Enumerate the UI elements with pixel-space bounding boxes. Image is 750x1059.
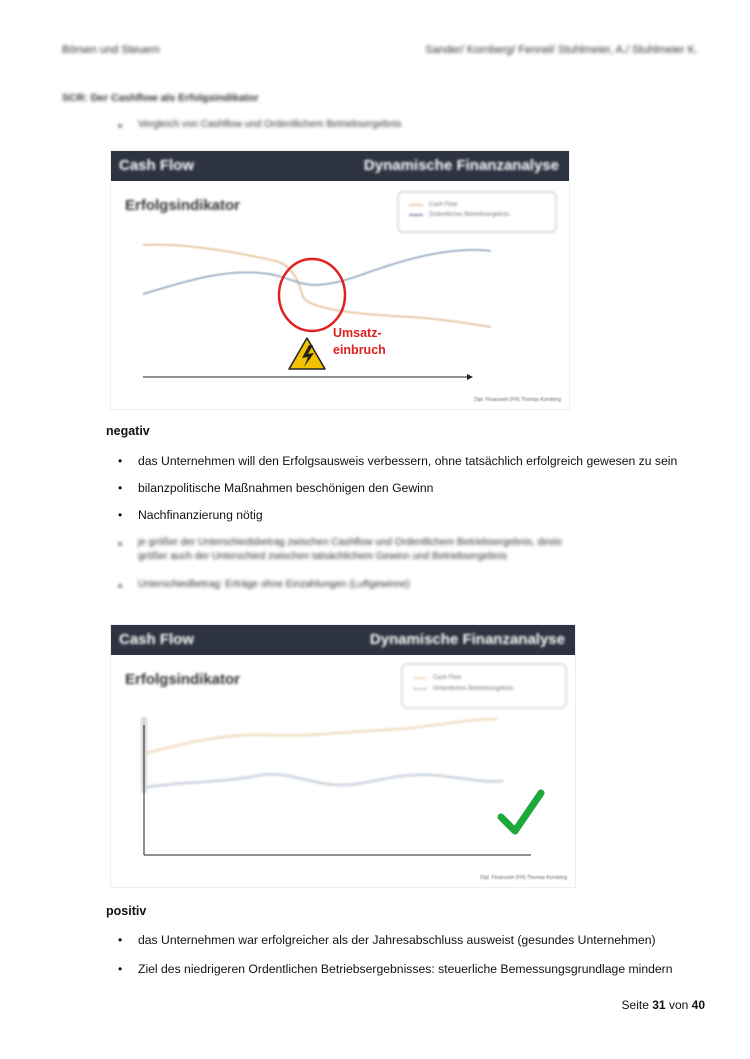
negativ-bullet-blurred-text: je größer der Unterschiedsbetrag zwischen Cashflow und Ordentlichem Betriebsergebnis, desto größer auch der Unterschied zwischen tatsächlichem Gewinn und Betriebsergebnis xyxy=(138,537,563,562)
slide-negative xyxy=(110,150,570,410)
slide-subtitle: Erfolgsindikator xyxy=(125,671,241,688)
warning-icon xyxy=(289,338,325,369)
slide-title-right: Dynamische Finanzanalyse xyxy=(369,631,565,648)
negativ-bullet-blurred-text: Unterschiedbetrag: Erträge ohne Einzahlungen (Luftgewinne) xyxy=(138,579,410,590)
negativ-bullet-text: das Unternehmen will den Erfolgsausweis verbessern, ohne tatsächlich erfolgreich gewesen zu sein xyxy=(138,454,678,468)
legend-item-cash-flow: Cash Flow xyxy=(409,202,457,208)
highlight-circle xyxy=(279,259,345,331)
bullet-dot: • xyxy=(118,119,123,133)
header-left: Börsen und Steuern xyxy=(62,44,160,56)
section-title: SCR: Der Cashflow als Erfolgsindikator xyxy=(62,92,259,104)
positiv-bullet xyxy=(118,961,673,977)
annotation-line2: einbruch xyxy=(333,343,386,357)
positiv-label: positiv xyxy=(106,904,147,918)
slide-credit: Dipl. Finanzwirt (FH) Thomas Kornberg xyxy=(474,397,561,403)
x-axis-arrow xyxy=(467,374,473,380)
legend-item-cash-flow: Cash Flow xyxy=(413,675,461,681)
positiv-bullet-text: das Unternehmen war erfolgreicher als der Jahresabschluss ausweist (gesundes Unternehmen) xyxy=(138,933,656,947)
bullet-dot: • xyxy=(118,508,123,522)
negativ-bullet-blurred xyxy=(118,536,698,564)
annotation-line1: Umsatz- xyxy=(333,326,382,340)
bullet-dot: • xyxy=(118,537,123,551)
slide-credit: Dipl. Finanzwirt (FH) Thomas Kornberg xyxy=(480,875,567,881)
cash-flow-line xyxy=(143,245,491,327)
bullet-dot: • xyxy=(118,454,123,468)
legend-item-betriebsergebnis: Ordentliches Betriebsergebnis xyxy=(409,212,509,218)
slide-title-right: Dynamische Finanzanalyse xyxy=(363,157,559,174)
negativ-label: negativ xyxy=(106,424,150,438)
bullet-dot: • xyxy=(118,481,123,495)
slide-chart xyxy=(111,625,575,887)
bullet-dot: • xyxy=(118,933,123,947)
negativ-bullet xyxy=(118,507,263,523)
slide-subtitle: Erfolgsindikator xyxy=(125,197,241,214)
negativ-bullet-blurred xyxy=(118,578,410,594)
bullet-dot: • xyxy=(118,962,123,976)
betriebsergebnis-line xyxy=(143,250,491,294)
negativ-bullet-text: bilanzpolitische Maßnahmen beschönigen den Gewinn xyxy=(138,481,434,495)
positiv-bullet xyxy=(118,932,656,948)
negativ-bullet xyxy=(118,480,433,496)
page-number: Seite 31 von 40 xyxy=(621,998,705,1012)
slide-chart xyxy=(111,151,569,409)
slide-positive xyxy=(110,624,576,888)
intro-bullet xyxy=(118,118,401,134)
negativ-bullet-text: Nachfinanzierung nötig xyxy=(138,508,263,522)
header-right: Sander/ Kornberg/ Fennel/ Stuhlmeier, A./ Stuhlmeier K. xyxy=(425,44,698,56)
negativ-bullet xyxy=(118,453,677,469)
cash-flow-line xyxy=(147,719,497,753)
check-icon xyxy=(501,793,541,831)
slide-title-left: Cash Flow xyxy=(119,157,195,174)
bullet-dot: • xyxy=(118,579,123,593)
slide-title-left: Cash Flow xyxy=(119,631,195,648)
positiv-bullet-text: Ziel des niedrigeren Ordentlichen Betriebsergebnisses: steuerliche Bemessungsgrundlage mindern xyxy=(138,962,673,976)
betriebsergebnis-line xyxy=(147,774,503,787)
legend-item-betriebsergebnis: Ordentliches Betriebsergebnis xyxy=(413,686,513,692)
intro-bullet-text: Vergleich von Cashflow und Ordentlichem Betriebsergebnis xyxy=(138,119,402,130)
